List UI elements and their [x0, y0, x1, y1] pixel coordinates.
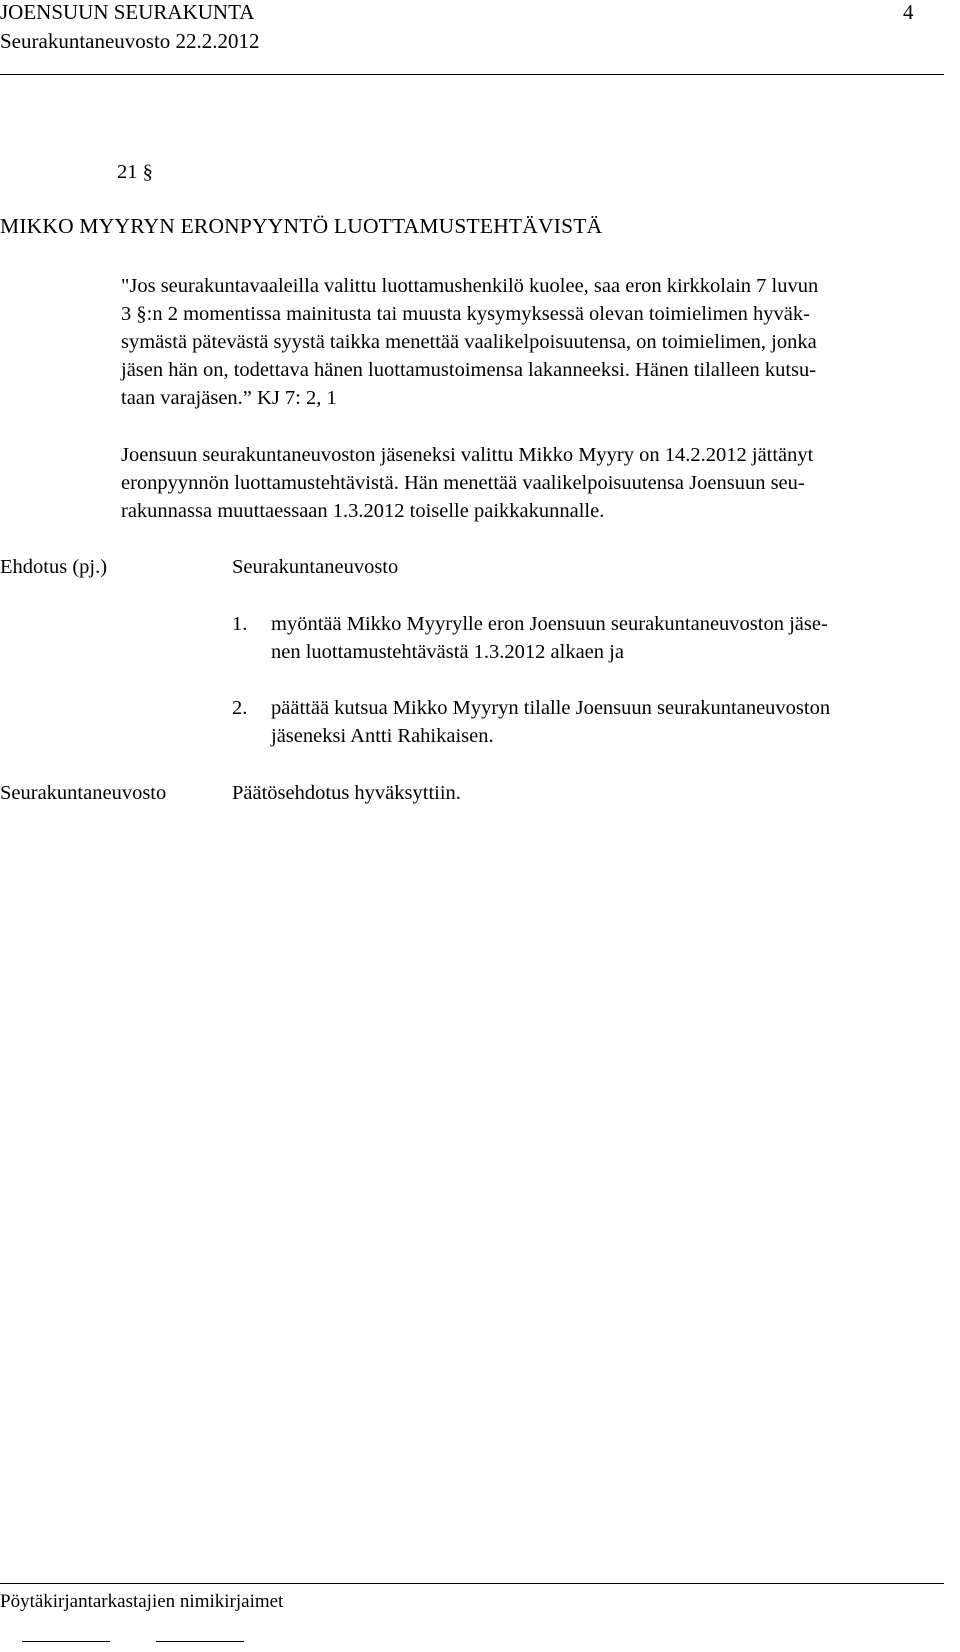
proposal-label: Ehdotus (pj.) [0, 556, 108, 578]
background-line: eronpyynnön luottamustehtävistä. Hän menettää vaalikelpoisuutensa Joensuun seu- [121, 472, 805, 494]
quote-line: symästä pätevästä syystä taikka menettää vaalikelpoisuutensa, on toimielimen, jonka [121, 331, 817, 353]
proposal-item-line: nen luottamustehtävästä 1.3.2012 alkaen ja [271, 641, 624, 663]
proposal-item-number: 1. [232, 613, 248, 635]
quote-line: 3 §:n 2 momentissa mainitusta tai muusta kysymyksessä olevan toimielimen hyväk- [121, 303, 810, 325]
footer-rule [0, 1583, 944, 1584]
proposal-body: Seurakuntaneuvosto [232, 556, 399, 578]
header-subtitle: Seurakuntaneuvosto 22.2.2012 [0, 29, 260, 53]
proposal-item-text [271, 610, 941, 666]
header-organization: JOENSUUN SEURAKUNTA [0, 0, 255, 24]
quote-line: taan varajäsen.” KJ 7: 2, 1 [121, 387, 337, 409]
initials-line [22, 1641, 110, 1642]
background-paragraph [121, 441, 941, 525]
proposal-item-line: jäseneksi Antti Rahikaisen. [271, 725, 494, 747]
section-number: 21 § [117, 161, 153, 183]
initials-line [156, 1641, 244, 1642]
quote-line: "Jos seurakuntavaaleilla valittu luottamushenkilö kuolee, saa eron kirkkolain 7 luvun [121, 275, 819, 297]
quote-line: jäsen hän on, todettava hänen luottamustoimensa lakanneeksi. Hänen tilalleen kutsu- [121, 359, 817, 381]
header-rule [0, 74, 944, 75]
proposal-item-line: myöntää Mikko Myyrylle eron Joensuun seurakuntaneuvoston jäse- [271, 613, 828, 635]
background-line: rakunnassa muuttaessaan 1.3.2012 toiselle paikkakunnalle. [121, 500, 605, 522]
footer-label: Pöytäkirjantarkastajien nimikirjaimet [0, 1591, 284, 1612]
proposal-item-line: päättää kutsua Mikko Myyryn tilalle Joensuun seurakuntaneuvoston [271, 697, 831, 719]
section-title: MIKKO MYYRYN ERONPYYNTÖ LUOTTAMUSTEHTÄVISTÄ [0, 214, 603, 238]
quote-paragraph [121, 272, 941, 412]
proposal-item-text [271, 694, 941, 750]
decision-label: Seurakuntaneuvosto [0, 782, 167, 804]
decision-text: Päätösehdotus hyväksyttiin. [232, 782, 461, 804]
proposal-item-number: 2. [232, 697, 248, 719]
page-number: 4 [903, 0, 914, 24]
background-line: Joensuun seurakuntaneuvoston jäseneksi valittu Mikko Myyry on 14.2.2012 jättänyt [121, 444, 814, 466]
